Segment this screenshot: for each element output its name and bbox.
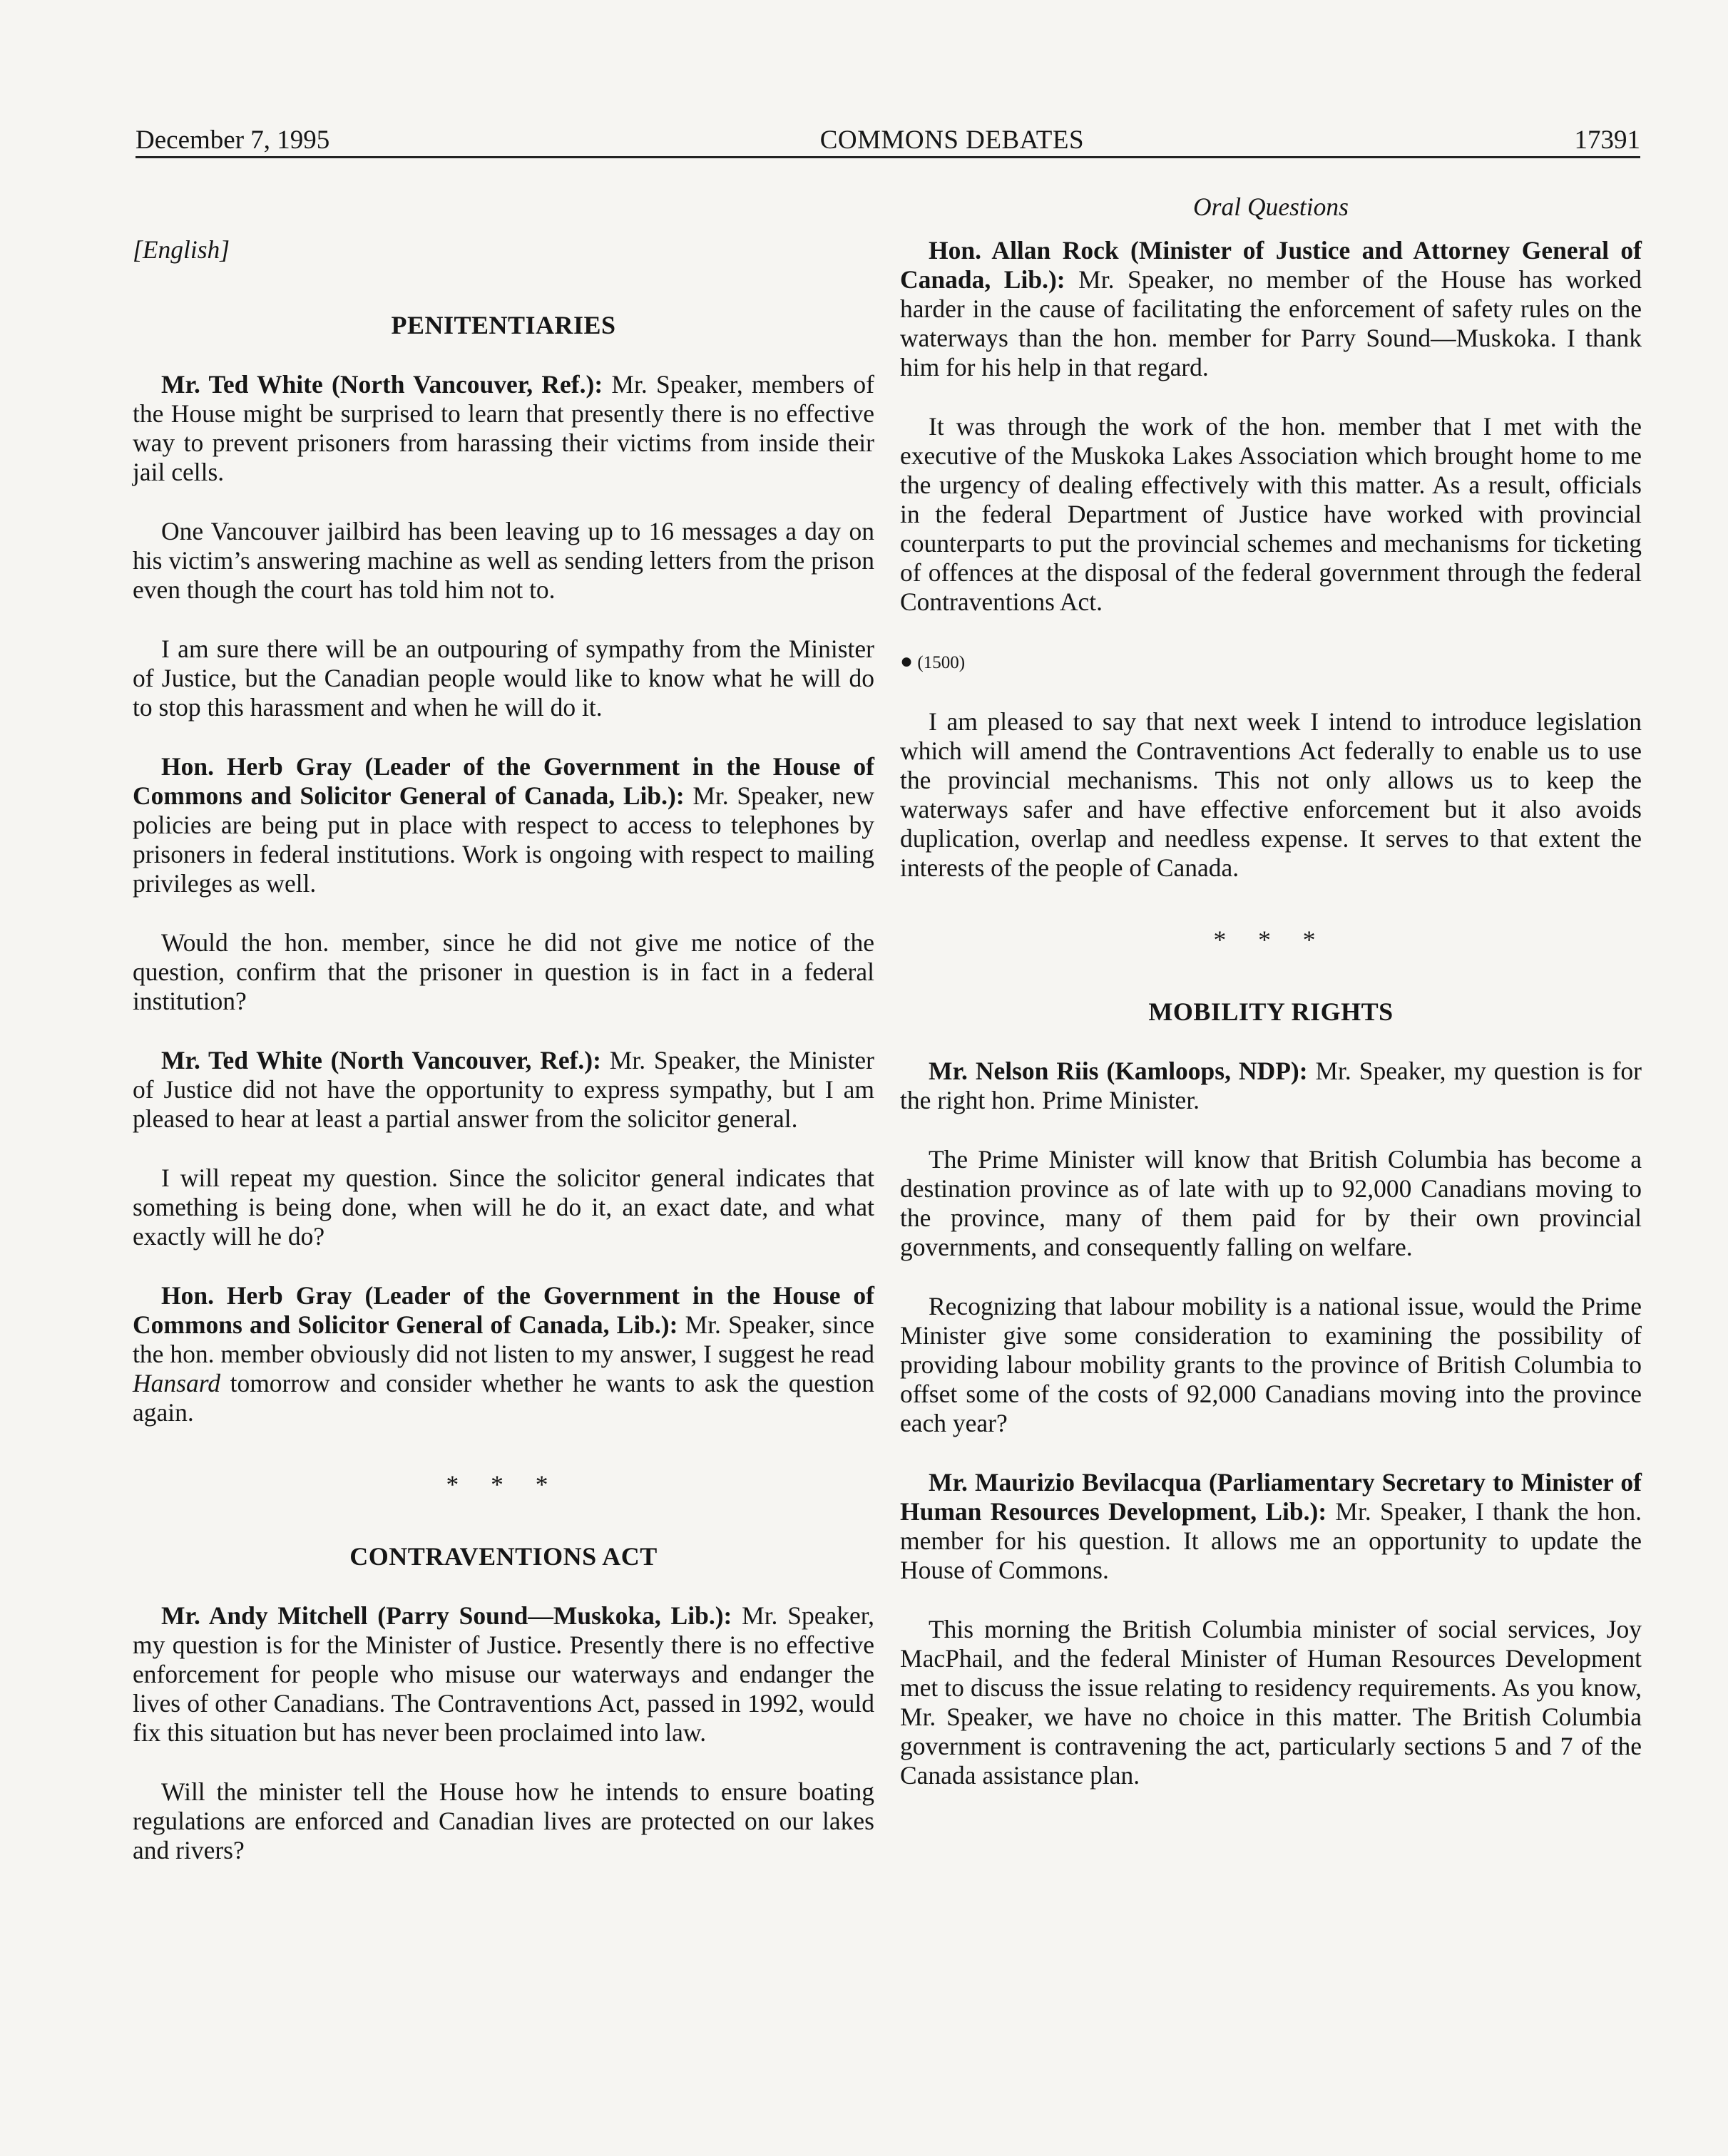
time-marker bbox=[900, 647, 1642, 677]
section-separator: * * * bbox=[446, 1470, 561, 1499]
paragraph bbox=[900, 236, 1642, 382]
speaker-name: Mr. Ted White (North Vancouver, Ref.): bbox=[161, 1046, 601, 1074]
section-separator: * * * bbox=[1213, 925, 1329, 954]
speaker-name: Mr. Maurizio Bevilacqua (Parliamentary Secretary to Minister of Human Resources Development, Lib.): bbox=[900, 1468, 1642, 1526]
speaker-name: Mr. Nelson Riis (Kamloops, NDP): bbox=[929, 1057, 1308, 1085]
paragraph: This morning the British Columbia minister of social services, Joy MacPhail, and the federal Minister of Human Resources Development met to discuss the issue relating to residency requirements. As you know, Mr. Speaker, we have no choice in this matter. The British Columbia government is contravening the act, particularly sections 5 and 7 of the Canada assistance plan. bbox=[900, 1615, 1642, 1790]
header-rule bbox=[136, 156, 1640, 158]
section-heading-contraventions: CONTRAVENTIONS ACT bbox=[349, 1542, 658, 1571]
paragraph bbox=[133, 1281, 874, 1427]
paragraph bbox=[133, 370, 874, 487]
bullet-icon: ● bbox=[900, 650, 914, 673]
paragraph: One Vancouver jailbird has been leaving up to 16 messages a day on his victim’s answering machine as well as sending letters from the prison even though the court has told him not to. bbox=[133, 517, 874, 604]
paragraph-text: Mr. Speaker, I thank the hon. member for his question. It allows me an opportunity to update the House of Commons. bbox=[900, 1497, 1642, 1584]
paragraph bbox=[133, 1601, 874, 1747]
right-column bbox=[900, 192, 1642, 1820]
left-column bbox=[133, 192, 874, 1895]
speaker-name: Mr. Andy Mitchell (Parry Sound—Muskoka, Lib.): bbox=[161, 1601, 732, 1630]
paragraph: Would the hon. member, since he did not give me notice of the question, confirm that the prisoner in question is in fact in a federal institution? bbox=[133, 928, 874, 1015]
paragraph-text: tomorrow and consider whether he wants to ask the question again. bbox=[133, 1369, 874, 1427]
paragraph bbox=[133, 1046, 874, 1134]
header-title: COMMONS DEBATES bbox=[819, 125, 1085, 155]
paragraph bbox=[133, 752, 874, 898]
italic-text: Hansard bbox=[133, 1369, 220, 1397]
header-date: December 7, 1995 bbox=[136, 125, 330, 155]
paragraph: I will repeat my question. Since the solicitor general indicates that something is being done, when will he do it, an exact date, and what exactly will he do? bbox=[133, 1164, 874, 1251]
paragraph bbox=[900, 1468, 1642, 1585]
section-heading-penitentiaries: PENITENTIARIES bbox=[391, 311, 616, 339]
paragraph-text: Mr. Speaker, members of the House might be surprised to learn that presently there is no effective way to prevent prisoners from harassing their victims from inside their jail cells. bbox=[133, 370, 875, 486]
paragraph-text: Mr. Speaker, my question is for the Minister of Justice. Presently there is no effective enforcement for people who misuse our waterways and endanger the lives of other Canadians. The Contraventions Act, passed in 1992, would fix this situation but has never been proclaimed into law. bbox=[133, 1601, 874, 1747]
section-heading-mobility: MOBILITY RIGHTS bbox=[1148, 997, 1394, 1026]
speaker-name: Hon. Herb Gray (Leader of the Government in the House of Commons and Solicitor General of Canada, Lib.): bbox=[133, 1281, 874, 1339]
paragraph: Will the minister tell the House how he intends to ensure boating regulations are enforced and Canadian lives are protected on our lakes and rivers? bbox=[133, 1777, 874, 1864]
paragraph: I am pleased to say that next week I intend to introduce legislation which will amend the Contraventions Act federally to enable us to use the provincial mechanisms. This not only allows us to keep the waterways safer and have effective enforcement but it also avoids duplication, overlap and needless expense. It serves to that extent the interests of the people of Canada. bbox=[900, 707, 1642, 882]
paragraph-text: Mr. Speaker, the Minister of Justice did not have the opportunity to express sympathy, but I am pleased to hear at least a partial answer from the solicitor general. bbox=[133, 1046, 875, 1133]
speaker-name: Hon. Herb Gray (Leader of the Government in the House of Commons and Solicitor General of Canada, Lib.): bbox=[133, 752, 874, 810]
page-header bbox=[136, 113, 1640, 155]
paragraph-text: Mr. Speaker, since the hon. member obviously did not listen to my answer, I suggest he read bbox=[133, 1310, 874, 1368]
paragraph-text: Mr. Speaker, my question is for the right hon. Prime Minister. bbox=[900, 1057, 1642, 1114]
paragraph bbox=[900, 1057, 1642, 1115]
header-page-number: 17391 bbox=[1574, 125, 1640, 155]
running-head: Oral Questions bbox=[1193, 192, 1349, 221]
paragraph: It was through the work of the hon. member that I met with the executive of the Muskoka Lakes Association which brought home to me the urgency of dealing effectively with this matter. As a result, officials in the federal Department of Justice have worked with provincial counterparts to put the provincial schemes and mechanisms for ticketing of offences at the disposal of the federal government through the federal Contraventions Act. bbox=[900, 412, 1642, 616]
speaker-name: Hon. Allan Rock (Minister of Justice and Attorney General of Canada, Lib.): bbox=[900, 236, 1642, 294]
paragraph-text: Mr. Speaker, no member of the House has worked harder in the cause of facilitating the enforcement of safety rules on the waterways than the hon. member for Parry Sound—Muskoka. I thank him for his help in that regard. bbox=[900, 265, 1642, 381]
paragraph-text: Mr. Speaker, new policies are being put in place with respect to access to telephones by prisoners in federal institutions. Work is ongoing with respect to mailing privileges as well. bbox=[133, 781, 874, 898]
speaker-name: Mr. Ted White (North Vancouver, Ref.): bbox=[161, 370, 603, 399]
paragraph: Recognizing that labour mobility is a national issue, would the Prime Minister give some consideration to examining the possibility of providing labour mobility grants to the province of British Columbia to offset some of the costs of 92,000 Canadians moving into the province each year? bbox=[900, 1292, 1642, 1437]
paragraph: I am sure there will be an outpouring of sympathy from the Minister of Justice, but the Canadian people would like to know what he will do to stop this harassment and when he will do it. bbox=[133, 635, 874, 722]
language-marker: [English] bbox=[133, 235, 230, 264]
time-value: (1500) bbox=[917, 653, 966, 672]
paragraph: The Prime Minister will know that British Columbia has become a destination province as of late with up to 92,000 Canadians moving to the province, many of them paid for by their own provincial governments, and consequently falling on welfare. bbox=[900, 1145, 1642, 1261]
